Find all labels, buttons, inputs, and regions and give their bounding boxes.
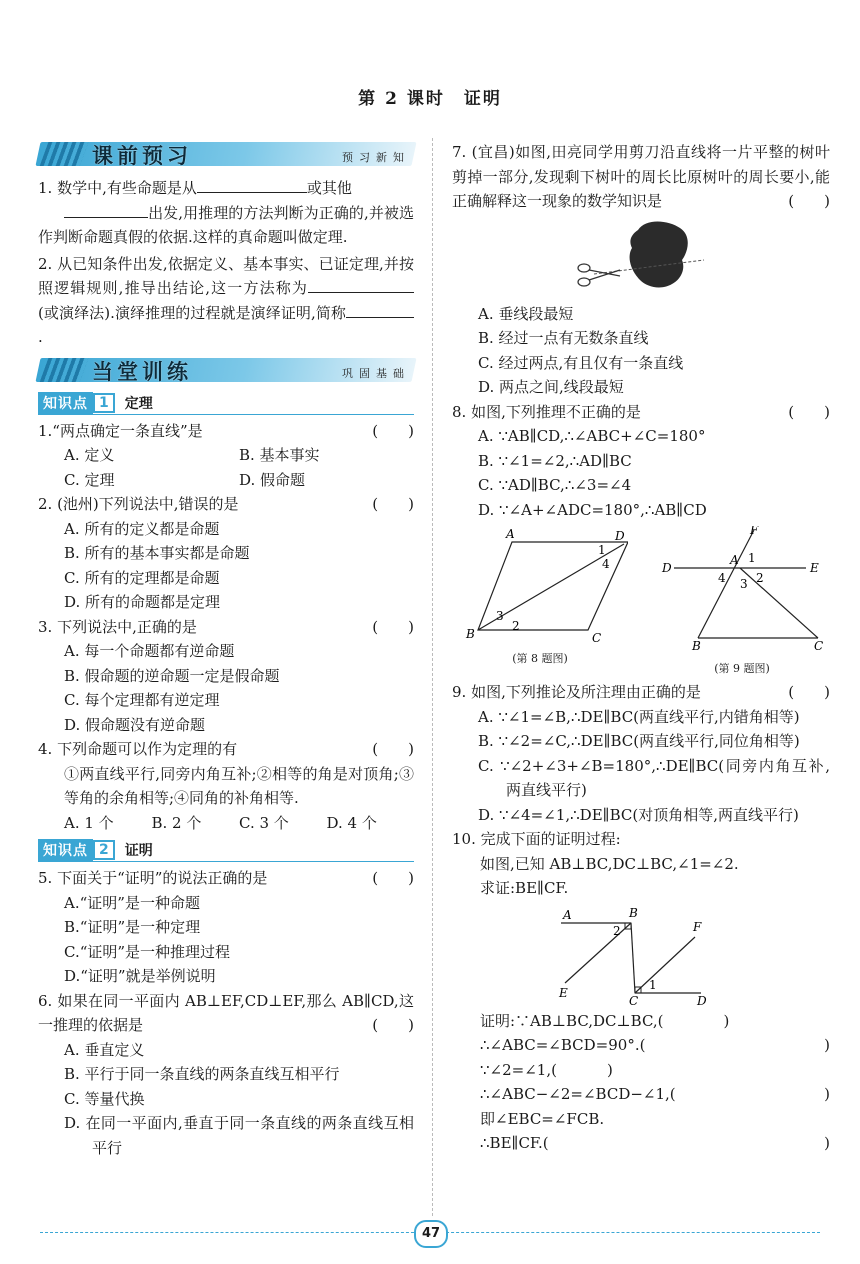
figure-9-caption: (第 9 题图) [714, 662, 770, 675]
leaf-scissors-figure [576, 218, 706, 298]
proof-step: 证明:∵AB⊥BC,DC⊥BC,( ) [480, 1009, 830, 1034]
proof-step: ∴∠ABC−∠2=∠BCD−∠1,( ) [480, 1082, 830, 1107]
option-c[interactable]: C. 3 个 [239, 813, 289, 832]
option-a[interactable]: A.“证明”是一种命题 [64, 893, 200, 912]
page-number: 47 [414, 1220, 448, 1248]
angle-1: 1 [598, 543, 606, 557]
option-c[interactable]: C. ∵∠2+∠3+∠B=180°,∴DE∥BC(同旁内角互补,两直线平行) [478, 756, 830, 799]
question-3: 3. 下列说法中,正确的是 ( ) A. 每一个命题都有逆命题 B. 假命题的逆命题一定是假命题 C. 每个定理都有逆定理 D. 假命题没有逆命题 [38, 615, 414, 738]
option-a[interactable]: A. 垂线段最短 [478, 304, 574, 323]
option-d[interactable]: D. 假命题没有逆命题 [64, 715, 206, 734]
option-c[interactable]: C. 定理 [64, 470, 115, 489]
preview-question-2: 2. 从已知条件出发,依据定义、基本事实、已证定理,并按照逻辑规则,推导出结论,这一方法称为(或演绎法).演绎推理的过程就是演绎证明,简称. [38, 254, 414, 346]
question-2: 2. (池州)下列说法中,错误的是 ( ) A. 所有的定义都是命题 B. 所有的基本事实都是命题 C. 所有的定理都是命题 D. 所有的命题都是定理 [38, 492, 414, 615]
angle-2: 2 [613, 923, 621, 938]
label-C: C [814, 639, 824, 653]
option-c[interactable]: C. 经过两点,有且仅有一条直线 [478, 353, 684, 372]
label-C: C [592, 631, 602, 645]
option-a[interactable]: A. ∵AB∥CD,∴∠ABC+∠C=180° [478, 427, 706, 445]
option-b[interactable]: B. 所有的基本事实都是命题 [64, 544, 250, 562]
preview-title: 课前预习 [92, 144, 192, 168]
answer-paren[interactable]: ( ) [372, 617, 414, 636]
answer-paren[interactable]: ( ) [372, 495, 414, 513]
option-d[interactable]: D.“证明”就是举例说明 [64, 967, 216, 985]
blank[interactable] [64, 201, 148, 218]
option-b[interactable]: B. 基本事实 [239, 446, 320, 464]
training-subtitle: 巩固基础 [342, 366, 410, 380]
scissors-icon [578, 264, 620, 286]
label-B: B [629, 905, 638, 920]
reason-blank[interactable] [557, 1058, 607, 1083]
label-B: B [692, 639, 701, 653]
question-5: 5. 下面关于“证明”的说法正确的是 ( ) A.“证明”是一种命题 B.“证明”是一种定理 C.“证明”是一种推理过程 D.“证明”就是举例说明 [38, 866, 414, 989]
training-title: 当堂训练 [92, 359, 192, 384]
question-4-body: ①两直线平行,同旁内角互补;②相等的角是对顶角;③等角的余角相等;④同角的补角相等. [64, 764, 414, 807]
label-F: F [750, 526, 759, 537]
answer-paren[interactable]: ( ) [372, 1016, 414, 1034]
blank[interactable] [197, 176, 307, 193]
option-a[interactable]: A. ∵∠1=∠B,∴DE∥BC(两直线平行,内错角相等) [478, 707, 800, 726]
training-banner [38, 356, 414, 386]
option-d[interactable]: D. 在同一平面内,垂直于同一条直线的两条直线互相平行 [64, 1114, 414, 1157]
label-B: B [466, 627, 475, 641]
angle-1: 1 [748, 551, 756, 565]
question-1: 1.“两点确定一条直线”是 ( ) A. 定义 B. 基本事实 C. 定理 D. 假命题 [38, 419, 414, 493]
proof-steps [452, 1009, 830, 1156]
proof-step: ∴∠ABC=∠BCD=90°.( ) [480, 1033, 830, 1058]
preview-subtitle: 预习新知 [342, 151, 410, 164]
figure-8-caption: (第 8 题图) [512, 652, 568, 665]
angle-3: 3 [740, 577, 748, 591]
question-4: 4. 下列命题可以作为定理的有 ( ) ①两直线平行,同旁内角互补;②相等的角是对顶角;③等角的余角相等;④同角的补角相等. A. 1 个 B. 2 个 C. 3 个 D. 4 个 [38, 737, 414, 835]
label-C: C [629, 993, 639, 1005]
option-c[interactable]: C. 等量代换 [64, 1089, 145, 1108]
option-b[interactable]: B. 2 个 [151, 813, 202, 832]
knowledge-point-1: 知识点 1 定理 [38, 392, 414, 415]
reason-blank[interactable] [549, 1131, 825, 1156]
option-d[interactable]: D. 两点之间,线段最短 [478, 378, 624, 396]
angle-2: 2 [756, 571, 764, 585]
option-a[interactable]: A. 定义 [64, 446, 115, 464]
angle-4: 4 [602, 557, 610, 571]
angle-4: 4 [718, 571, 726, 585]
option-c[interactable]: C.“证明”是一种推理过程 [64, 942, 231, 961]
question-10-prove: 求证:BE∥CF. [480, 879, 569, 897]
option-b[interactable]: B.“证明”是一种定理 [64, 918, 201, 936]
question-8: 8. 如图,下列推理不正确的是 ( ) A. ∵AB∥CD,∴∠ABC+∠C=180° B. ∵∠1=∠2,∴AD∥BC C. ∵AD∥BC,∴∠3=∠4 D. ∵∠A+∠ADC=180°,∴AB∥CD [452, 400, 830, 523]
option-d[interactable]: D. 所有的命题都是定理 [64, 593, 221, 611]
angle-2: 2 [512, 619, 520, 633]
option-b[interactable]: B. 平行于同一条直线的两条直线互相平行 [64, 1065, 340, 1083]
option-a[interactable]: A. 1 个 [64, 813, 114, 832]
reason-blank[interactable] [664, 1009, 724, 1034]
option-c[interactable]: C. 所有的定理都是命题 [64, 568, 220, 587]
preview-banner [38, 140, 414, 170]
figure-10 [551, 905, 731, 1005]
option-b[interactable]: B. 假命题的逆命题一定是假命题 [64, 666, 280, 685]
option-a[interactable]: A. 所有的定义都是命题 [64, 519, 220, 538]
proof-step: ∴BE∥CF.( ) [480, 1131, 830, 1156]
proof-step: 即∠EBC=∠FCB. [480, 1109, 605, 1128]
proof-step: ∵∠2=∠1,( ) [480, 1058, 830, 1083]
answer-paren[interactable]: ( ) [372, 740, 414, 758]
label-E: E [810, 561, 819, 575]
angle-1: 1 [649, 977, 657, 992]
question-7: 7. (宜昌)如图,田亮同学用剪刀沿直线将一片平整的树叶剪掉一部分,发现剩下树叶的周长比原树叶的周长要小,能正确解释这一现象的数学知识是 ( ) A. 垂线段最短 B. 经过一点有无数条直线 C. 经过两点,有且仅有一条直线 D. 两点之间,线段最短 [452, 140, 830, 400]
answer-paren[interactable]: ( ) [788, 683, 830, 701]
figures-8-9 [452, 526, 830, 676]
answer-paren[interactable]: ( ) [372, 421, 414, 440]
option-a[interactable]: A. 每一个命题都有逆命题 [64, 642, 235, 660]
option-b[interactable]: B. ∵∠2=∠C,∴DE∥BC(两直线平行,同位角相等) [478, 732, 800, 750]
option-d[interactable]: D. ∵∠A+∠ADC=180°,∴AB∥CD [478, 500, 707, 519]
option-b[interactable]: B. ∵∠1=∠2,∴AD∥BC [478, 451, 632, 470]
label-A: A [506, 527, 515, 541]
column-divider [432, 138, 433, 1216]
option-a[interactable]: A. 垂直定义 [64, 1040, 145, 1059]
figure-8 [452, 526, 628, 676]
left-column [38, 140, 414, 1160]
figure-9-triangle [654, 526, 830, 656]
right-column [452, 140, 830, 1156]
preview-question-1: 1. 数学中,有些命题是从 或其他 出发,用推理的方法判断为正确的,并被选作判断命题真假的依据.这样的真命题叫做定理. [38, 176, 414, 250]
page-title: 第 2 课时 证明 [358, 89, 502, 109]
label-E: E [559, 985, 568, 1000]
option-c[interactable]: C. ∵AD∥BC,∴∠3=∠4 [478, 476, 632, 494]
figure-8-parallelogram [452, 526, 628, 646]
label-A: A [730, 553, 739, 567]
question-10-given: 如图,已知 AB⊥BC,DC⊥BC,∠1=∠2. [480, 854, 739, 873]
label-D: D [662, 561, 672, 575]
answer-paren[interactable]: ( ) [788, 192, 830, 210]
figure-9 [654, 526, 830, 676]
label-D: D [697, 993, 707, 1005]
option-d[interactable]: D. 4 个 [326, 813, 377, 832]
reason-blank[interactable] [645, 1033, 824, 1058]
knowledge-point-2: 知识点 2 证明 [38, 839, 414, 862]
question-9: 9. 如图,下列推论及所注理由正确的是 ( ) A. ∵∠1=∠B,∴DE∥BC(两直线平行,内错角相等) B. ∵∠2=∠C,∴DE∥BC(两直线平行,同位角相等) C. ∵∠2+∠3+∠B=180°,∴DE∥BC(同旁内角互补,两直线平行) D. ∵∠4=∠1,∴DE∥BC(对顶角相等,两直线平行) [452, 680, 830, 827]
option-d[interactable]: D. ∵∠4=∠1,∴DE∥BC(对顶角相等,两直线平行) [478, 805, 799, 824]
option-d[interactable]: D. 假命题 [239, 470, 306, 489]
answer-paren[interactable]: ( ) [788, 402, 830, 421]
reason-blank[interactable] [676, 1082, 824, 1107]
blank[interactable] [308, 276, 414, 293]
option-c[interactable]: C. 每个定理都有逆定理 [64, 691, 220, 709]
label-A: A [563, 907, 572, 922]
label-F: F [693, 919, 702, 934]
angle-3: 3 [496, 609, 504, 623]
option-b[interactable]: B. 经过一点有无数条直线 [478, 329, 649, 347]
question-6: 6. 如果在同一平面内 AB⊥EF,CD⊥EF,那么 AB∥CD,这一推理的依据是 ( ) A. 垂直定义 B. 平行于同一条直线的两条直线互相平行 C. 等量代换 D. 在同一平面内,垂直于同一条直线的两条直线互相平行 [38, 989, 414, 1161]
answer-paren[interactable]: ( ) [372, 869, 414, 887]
blank[interactable] [346, 301, 414, 318]
label-D: D [615, 529, 625, 543]
question-10: 10. 完成下面的证明过程: 如图,已知 AB⊥BC,DC⊥BC,∠1=∠2. 求证:BE∥CF. A B F E C D 2 1 证明:∵AB⊥BC,DC⊥BC,( ) ∴∠ABC=∠BCD=90°.( ) ∵∠2=∠1,( ) ∴∠ABC−∠2=∠BCD−∠1,( ) 即∠EBC=∠FCB. ∴BE∥CF.( ) [452, 827, 830, 1156]
